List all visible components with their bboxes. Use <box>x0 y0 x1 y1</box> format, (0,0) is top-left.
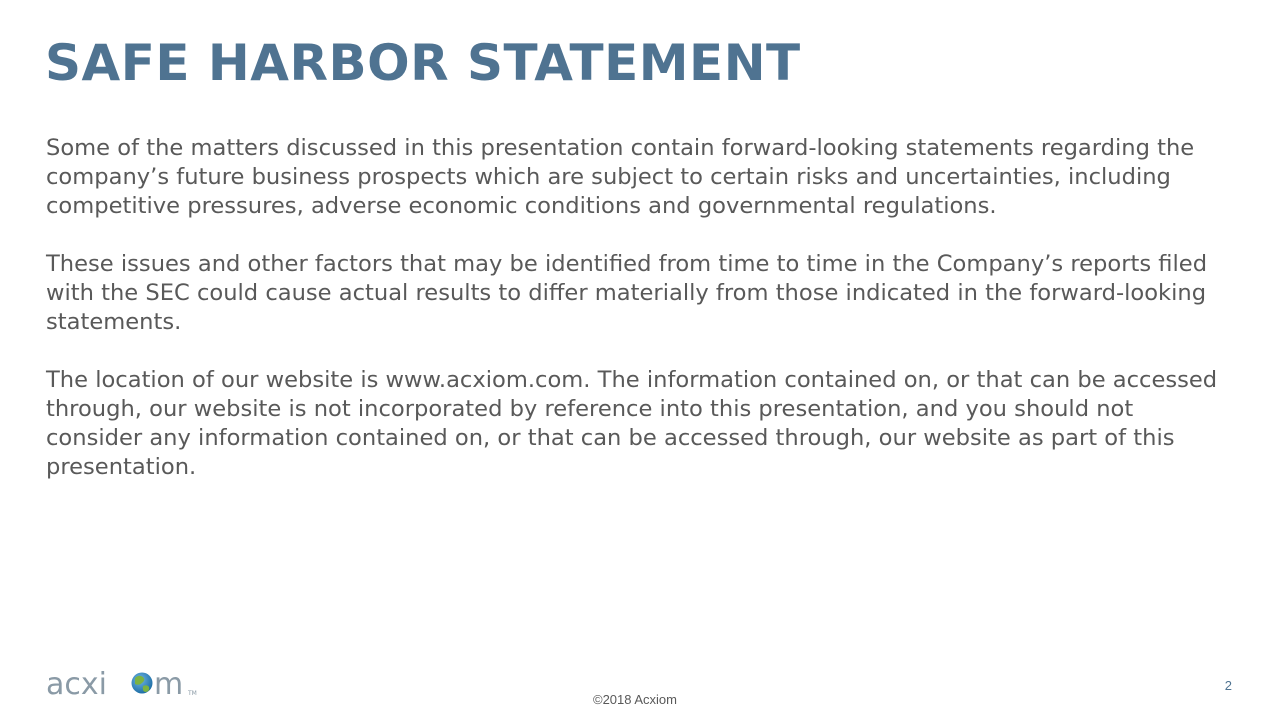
paragraph-website: The location of our website is www.acxiom.com. The information contained on, or that can be accessed through, our website is not incorporated by reference into this presentation, and you should not consider any information contained on, or that can be accessed through, our website as part of this presentation. <box>46 367 1218 480</box>
paragraph-risk-factors: These issues and other factors that may be identified from time to time in the Company’s reports filed with the SEC could cause actual results to differ materially from those indicated in the forward-looking statements. <box>46 251 1208 335</box>
logo-text-right: m <box>154 667 184 702</box>
paragraph-forward-looking: Some of the matters discussed in this presentation contain forward-looking statements regarding the company’s future business prospects which are subject to certain risks and uncertainties, including competitive pressures, adverse economic conditions and governmental regulations. <box>46 135 1195 219</box>
copyright-notice: ©2018 Acxiom <box>592 692 677 707</box>
logo-text-left: acxi <box>46 667 107 702</box>
logo-trademark: TM <box>188 690 197 697</box>
slide-body <box>46 134 1226 511</box>
page-number: 2 <box>1224 678 1232 693</box>
globe-icon <box>132 673 153 694</box>
slide-title: SAFE HARBOR STATEMENT <box>45 34 801 92</box>
